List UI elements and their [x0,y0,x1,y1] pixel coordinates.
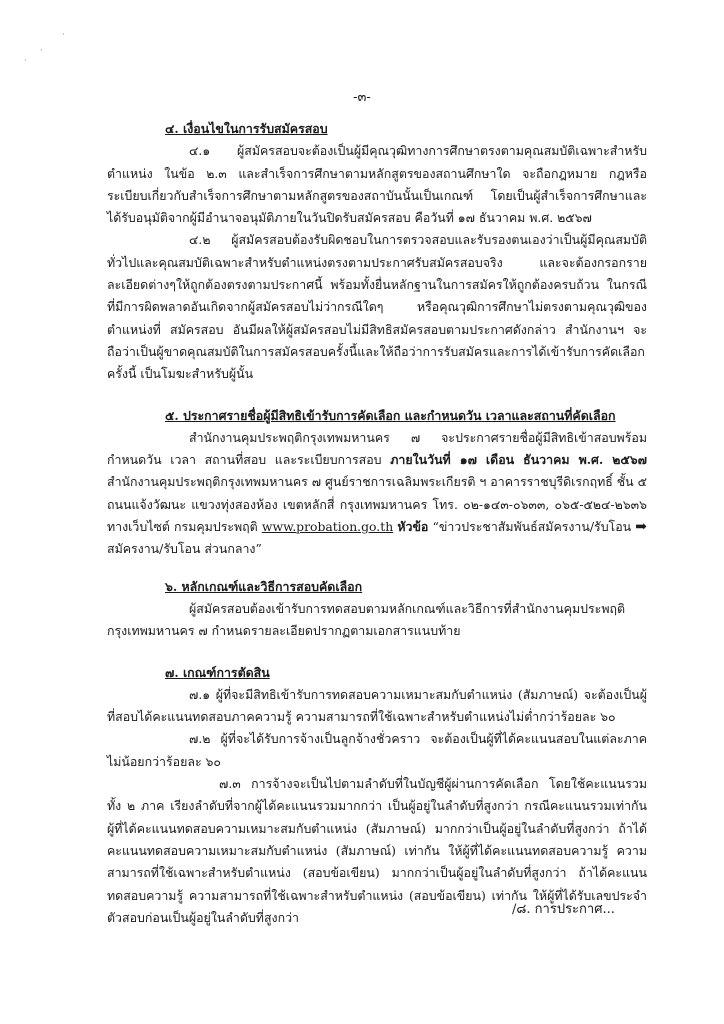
section-7 [107,662,647,930]
section-5-text-a: สำนักงานคุมประพฤติกรุงเทพมหานคร ๗ จะประกาศรายชื่อผู้มีสิทธิเข้าสอบพร้อมกำหนดวัน เวลา สถานที่สอบ และระเบียบการสอบ [107,429,647,468]
scan-speck: · [24,56,27,66]
section-7-paragraph-1: ๗.๑ ผู้ที่จะมีสิทธิเข้ารับการทดสอบความเหมาะสมกับตำแหน่ง (สัมภาษณ์) จะต้องเป็นผู้ที่สอบได้คะแนนทดสอบภาคความรู้ ความสามารถที่ใช้เฉพาะสำหรับตำแหน่งไม่ต่ำกว่าร้อยละ ๖๐ [107,686,647,725]
section-6-paragraph: ผู้สมัครสอบต้องเข้ารับการทดสอบตามหลักเกณฑ์และวิธีการที่สำนักงานคุมประพฤติกรุงเทพมหานคร ๗ กำหนดรายละเอียดปรากฏตามเอกสารแนบท้าย [107,600,626,639]
document-body [107,118,647,929]
section-6 [107,576,647,643]
section-4-paragraph-1: ๔.๑ ผู้สมัครสอบจะต้องเป็นผู้มีคุณวุฒิทางการศึกษาตรงตามคุณสมบัติเฉพาะสำหรับตำแหน่ง ในข้อ ๒.๓ และสำเร็จการศึกษาตามหลักสูตรของสถานศึกษาใด จะถือกฎหมาย กฎหรือระเบียบเกี่ยวกับสำเร็จการศึกษาตามหลักสูตรของสถาบันนั้นเป็นเกณฑ์ โดยเป็นผู้สำเร็จการศึกษาและได้รับอนุมัติจากผู้มีอำนาจอนุมัติภายในวันปิดรับสมัครสอบ คือวันที่ ๑๗ ธันวาคม พ.ศ. ๒๕๖๗ [107,143,647,226]
section-5-paragraph [107,427,647,561]
next-page-continuation: /๘. การประกาศ... [512,902,615,917]
scan-speck: · [40,46,43,56]
section-4-title: ๔. เงื่อนไขในการรับสมัครสอบ [165,121,328,136]
section-5-text-b: สำนักงานคุมประพฤติกรุงเทพมหานคร ๗ ศูนย์ราชการเฉลิมพระเกียรติ ฯ อาคารราชบุรีดิเรกฤทธิ์ ชั้น ๕ ถนนแจ้งวัฒนะ แขวงทุ่งสองห้อง เขตหลักสี่ กรุงเทพมหานคร โทร. ๐๒-๑๔๓-๐๖๓๓, ๐๖๕-๕๒๔-๒๖๓๖ ทางเว็บไซต์ กรมคุมประพฤติ [107,474,647,535]
section-7-paragraph-2: ๗.๒ ผู้ที่จะได้รับการจ้างเป็นลูกจ้างชั่วคราว จะต้องเป็นผู้ที่ได้คะแนนสอบในแต่ละภาคไม่น้อยกว่าร้อยละ ๖๐ [107,731,647,769]
probation-website-link[interactable]: www.probation.go.th [261,519,394,535]
announcement-date: ภายในวันที่ ๑๗ เดือน ธันวาคม พ.ศ. ๒๕๖๗ [390,452,647,468]
topic-path-b: สมัครงาน/รับโอน ส่วนกลาง” [107,541,262,557]
section-7-paragraph-3: ๗.๓ การจ้างจะเป็นไปตามลำดับที่ในบัญชีผู้ผ่านการคัดเลือก โดยใช้คะแนนรวมทั้ง ๒ ภาค เรียงลำดับที่จากผู้ได้คะแนนรวมมากกว่า เป็นผู้อยู่ในลำดับที่สูงกว่า กรณีคะแนนรวมเท่ากัน ผู้ที่ได้คะแนนทดสอบความเหมาะสมกับตำแหน่ง (สัมภาษณ์) มากกว่าเป็นผู้อยู่ในลำดับที่สูงกว่า ถ้าได้คะแนนทดสอบความเหมาะสมกับตำแหน่ง (สัมภาษณ์) เท่ากัน ให้ผู้ที่ได้คะแนนทดสอบความรู้ ความสามารถที่ใช้เฉพาะสำหรับตำแหน่ง (สอบข้อเขียน) มากกว่าเป็นผู้อยู่ในลำดับที่สูงกว่า ถ้าได้คะแนนทดสอบความรู้ ความสามารถที่ใช้เฉพาะสำหรับตำแหน่ง (สอบข้อเขียน) เท่ากัน ให้ผู้ที่ได้รับเลขประจำตัวสอบก่อนเป็นผู้อยู่ในลำดับที่สูงกว่า [107,776,647,925]
section-5-title: ๕. ประกาศรายชื่อผู้มีสิทธิเข้ารับการคัดเลือก และกำหนดวัน เวลาและสถานที่คัดเลือก [165,407,616,423]
section-4-paragraph-2: ๔.๒ ผู้สมัครสอบต้องรับผิดชอบในการตรวจสอบและรับรองตนเองว่าเป็นผู้มีคุณสมบัติทั่วไปและคุณสมบัติเฉพาะสำหรับตำแหน่งตรงตามประกาศรับสมัครสอบจริง และจะต้องกรอกรายละเอียดต่างๆให้ถูกต้องตรงตามประกาศนี้ พร้อมทั้งยื่นหลักฐานในการสมัครให้ถูกต้องครบถ้วน ในกรณีที่มีการผิดพลาดอันเกิดจากผู้สมัครสอบไม่ว่ากรณีใดๆ หรือคุณวุฒิการศึกษาไม่ตรงตามคุณวุฒิของตำแหน่งที่ สมัครสอบ อันมีผลให้ผู้สมัครสอบไม่มีสิทธิสมัครสอบตามประกาศดังกล่าว สำนักงานฯ จะถือว่าเป็นผู้ขาดคุณสมบัติในการสมัครสอบครั้งนี้และให้ถือว่าการรับสมัครและการได้เข้ารับการคัดเลือกครั้งนี้ เป็นโมฆะสำหรับผู้นั้น [107,232,647,382]
scan-speck: · [62,30,65,40]
section-7-title: ๗. เกณฑ์การตัดสิน [165,664,270,680]
topic-label: หัวข้อ [397,519,429,535]
arrow-right-icon: ➡ [635,519,647,536]
section-4 [107,118,647,386]
page-number: -๓- [353,90,371,105]
section-5 [107,405,647,561]
topic-path-a: “ข่าวประชาสัมพันธ์สมัครงาน/รับโอน [432,519,632,535]
section-6-title: ๖. หลักเกณฑ์และวิธีการสอบคัดเลือก [165,578,363,594]
